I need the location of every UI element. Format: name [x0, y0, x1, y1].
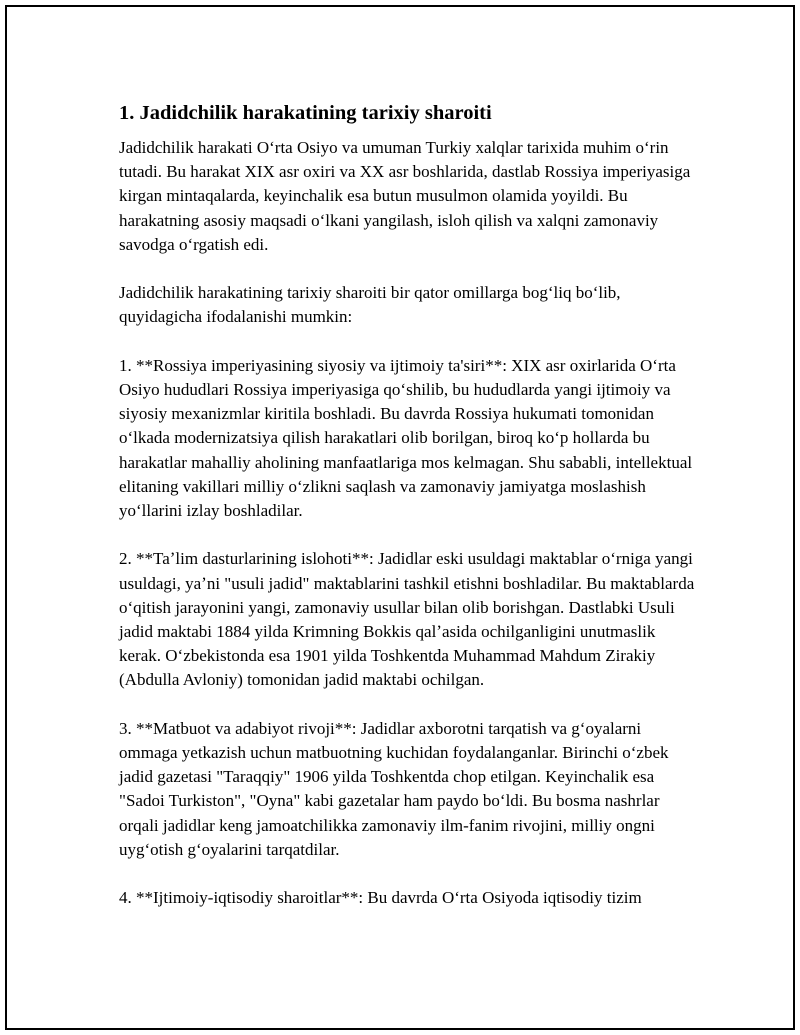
page-frame — [5, 5, 795, 1030]
document-body — [119, 98, 699, 935]
paragraph-item-2: 2. **Taʼlim dasturlarining islohoti**: Jadidlar eski usuldagi maktablar oʻrniga yangi usuldagi, yaʼni "usuli jadid" maktablarini tashkil etishni boshladilar. Bu maktablarda oʻqitish jarayonini yangi, zamonaviy usullar bilan olib borishgan. Dastlabki Usuli jadid maktabi 1884 yilda Krimning Bokkis qalʼasida ochilganligini unutmaslik kerak. Oʻzbekistonda esa 1901 yilda Toshkentda Muhammad Mahdum Zirakiy (Abdulla Avloniy) tomonidan jadid maktabi ochilgan. — [119, 549, 695, 690]
paragraph-item-3: 3. **Matbuot va adabiyot rivoji**: Jadidlar axborotni tarqatish va gʻoyalarni ommaga yetkazish uchun matbuotning kuchidan foydalanganlar. Birinchi oʻzbek jadid gazetasi "Taraqqiy" 1906 yilda Toshkentda chop etilgan. Keyinchalik esa "Sadoi Turkiston", "Oyna" kabi gazetalar ham paydo boʻldi. Bu bosma nashrlar orqali jadidlar keng jamoatchilikka zamonaviy ilm-fanim rivojini, milliy ongni uygʻotish gʻoyalarini tarqatdilar. — [119, 718, 669, 859]
section-heading: 1. Jadidchilik harakatining tarixiy sharoiti — [119, 102, 492, 124]
paragraph-item-1: 1. **Rossiya imperiyasining siyosiy va ijtimoiy ta'siri**: XIX asr oxirlarida Oʻrta Osiyo hududlari Rossiya imperiyasiga qoʻshilib, bu hududlarda yangi ijtimoiy va siyosiy mexanizmlar kiritila boshladi. Bu davrda Rossiya hukumati tomonidan oʻlkada modernizatsiya qilish harakatlari olib borilgan, biroq koʻp hollarda bu harakatlar mahalliy aholining manfaatlariga mos kelmagan. Shu sababli, intellektual elitaning vakillari milliy oʻzlikni saqlash va zamonaviy jamiyatga moslashish yoʻllarini izlay boshladilar. — [119, 355, 693, 521]
paragraph-item-4: 4. **Ijtimoiy-iqtisodiy sharoitlar**: Bu davrda Oʻrta Osiyoda iqtisodiy tizim — [119, 888, 642, 908]
paragraph-intro: Jadidchilik harakati Oʻrta Osiyo va umuman Turkiy xalqlar tarixida muhim oʻrin tutadi. Bu harakat XIX asr oxiri va XX asr boshlarida, dastlab Rossiya imperiyasiga kirgan mintaqalarda, keyinchalik esa butun musulmon olamida yoyildi. Bu harakatning asosiy maqsadi oʻlkani yangilash, isloh qilish va xalqni zamonaviy savodga oʻrgatish edi. — [119, 138, 691, 254]
paragraph-conditions: Jadidchilik harakatining tarixiy sharoiti bir qator omillarga bogʻliq boʻlib, quyidagicha ifodalanishi mumkin: — [119, 283, 621, 327]
